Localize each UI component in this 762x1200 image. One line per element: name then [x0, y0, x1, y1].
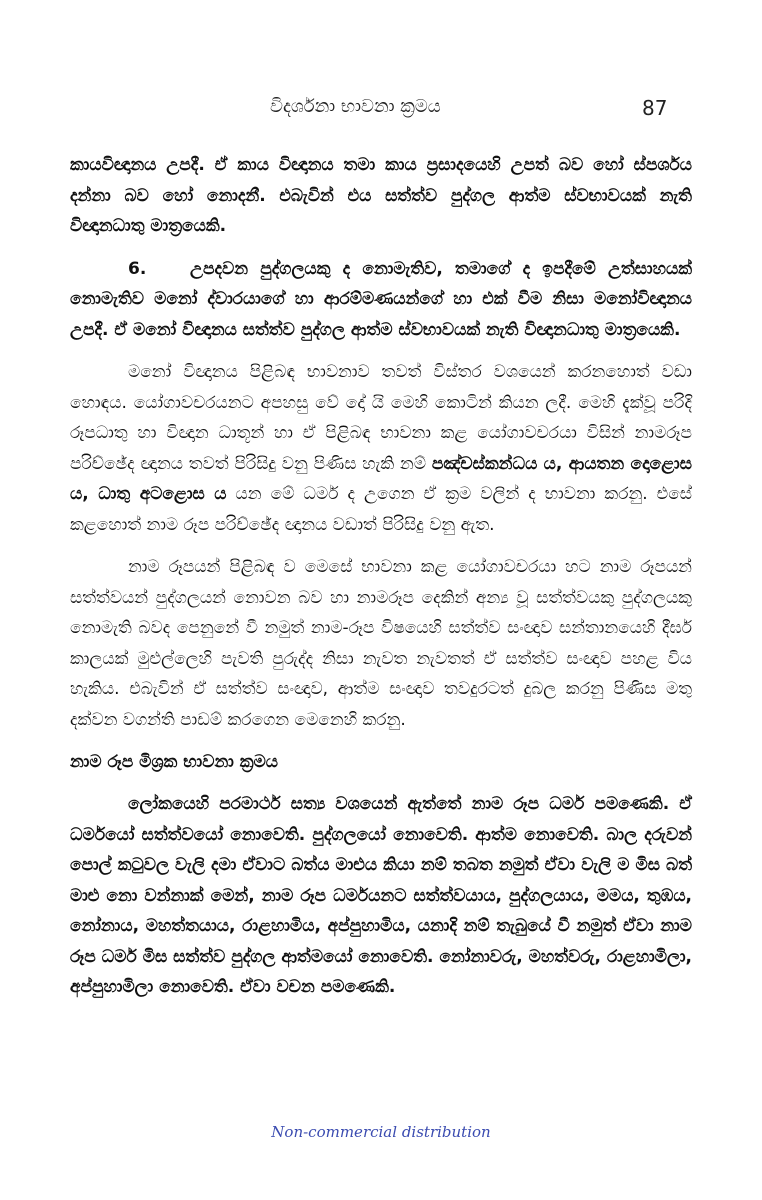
paragraph-satta-sanna: නාම රූපයන් පිළිබඳ ව මෙසේ භාවනා කළ යෝගාවචරයා හට නාම රූපයන් සත්ත්වයන් පුද්ගලයන් නොවන බව හා නාමරූප දෙකින් අන්‍ය වූ සත්ත්වයකු පුද්ගලයකු නොමැති බවද පෙනුනේ වී නමුත් නාම-රූප විෂයෙහි සත්ත්ව සංඥාව සන්තානයෙහි දීර්ඝ කාලයක් මුළුල්ලෙහි පැවති පුරුද්ද නිසා නැවත නැවතත් ඒ සත්ත්ව සංඥාව පහළ විය හැකිය. එබැවින් ඒ සත්ත්ව සංඥාව, ආත්ම සංඥාව තවදුරටත් දුබල කරනු පිණිස මතු දක්වන වගන්ති පාඩම් කරගෙන මෙනෙහි කරනු. [70, 557, 692, 730]
body-text [70, 150, 692, 1015]
paragraph-bhavana-detail-part1: මනෝ විඥානය පිළිබඳ භාවනාව තවත් විස්තර වශයෙන් කරනහොත් වඩා හොඳය. යෝගාවචරයනට අපහසු වේ දෝ යි මෙහි කොටින් කියන ලදී. මෙහි දැක්වූ පරිදි රූපධාතු හා විඥාන ධාතූන් හා ඒ පිළිබඳ භාවනා කළ යෝගාවචරයා විසින් නාමරූප පරිච්ඡේද ඥානය තවත් පිරිසිදු වනු පිණිස හැකි නම් [70, 362, 692, 474]
section-heading: නාම රූප මිශ්‍රක භාවනා ක්‍රමය [70, 752, 279, 772]
paragraph-number: 6. [128, 258, 147, 279]
highlighted-terms: පඤ්චස්කන්ධය ය, ආයතන දොළොස ය, ධාතු අටළොස ය [70, 453, 692, 504]
running-title: විදර්ශනා භාවනා ක්‍රමය [270, 96, 441, 117]
paragraph-kaya-vinnana: කායවිඥානය උපදී. ඒ කාය විඥානය තමා කාය ප්‍රසාදයෙහි උපත් බව හෝ ස්පර්ශය දන්නා බව හෝ නොදනී. එබැවින් එය සත්ත්ව පුද්ගල ආත්ම ස්වභාවයක් නැති විඥානධාතු මාත්‍රයෙකි. [70, 155, 692, 236]
paragraph-paramattha: ලෝකයෙහි පරමාර්ථ සත්‍ය වශයෙන් ඇත්තේ නාම රූප ධර්ම පමණෙකි. ඒ ධර්මයෝ සත්ත්වයෝ නොවෙති. පුද්ගලයෝ නොවෙති. ආත්ම නොවෙති. බාල දරුවන් පොල් කටුවල වැලි දමා ඒවාට බත්ය මාළුය කියා නම් තබත නමුත් ඒවා වැලි ම මිස බත් මාළු නො වන්නාක් මෙන්, නාම රූප ධර්මයනට සත්ත්වයාය, පුද්ගලයාය, මමය, තුඹය, නෝනාය, මහත්තයාය, රාළහාමිය, අප්පුහාමිය, යනාදි නම් තැබුයේ වී නමුත් ඒවා නාම රූප ධර්ම මිස සත්ත්ව පුද්ගල ආත්මයෝ නොවෙති. නෝනාවරු, මහත්වරු, රාළහාමිලා, අප්පුහාමිලා නොවෙති. ඒවා වචන පමණෙකි. [70, 794, 692, 997]
page-header [0, 96, 762, 126]
page-number: 87 [642, 96, 668, 120]
paragraph-mano-vinnana [70, 254, 692, 346]
distribution-notice: Non-commercial distribution [271, 1123, 491, 1141]
paragraph-bhavana-detail [70, 357, 692, 540]
paragraph-bhavana-detail-part2: යන මේ ධර්ම ද උගෙන ඒ ක්‍රම වලින් ද භාවනා කරනු. එසේ කළහොත් නාම රූප පරිච්ඡේද ඥානය වඩාත් පිරිසිදු වනු ඇත. [70, 484, 692, 535]
paragraph-mano-vinnana-text: උපදවන පුද්ගලයකු ද නොමැතිව, තමාගේ ද ඉපදීමේ උත්සාහයක් නොමැතිව මනෝ ද්වාරයාගේ හා ආරම්මණයන්ගේ හා එක් වීම නිසා මනෝවිඥානය උපදී. ඒ මනෝ විඥානය සත්ත්ව පුද්ගල ආත්ම ස්වභාවයක් නැති විඥානධාතු මාත්‍රයෙකි. [70, 258, 692, 340]
